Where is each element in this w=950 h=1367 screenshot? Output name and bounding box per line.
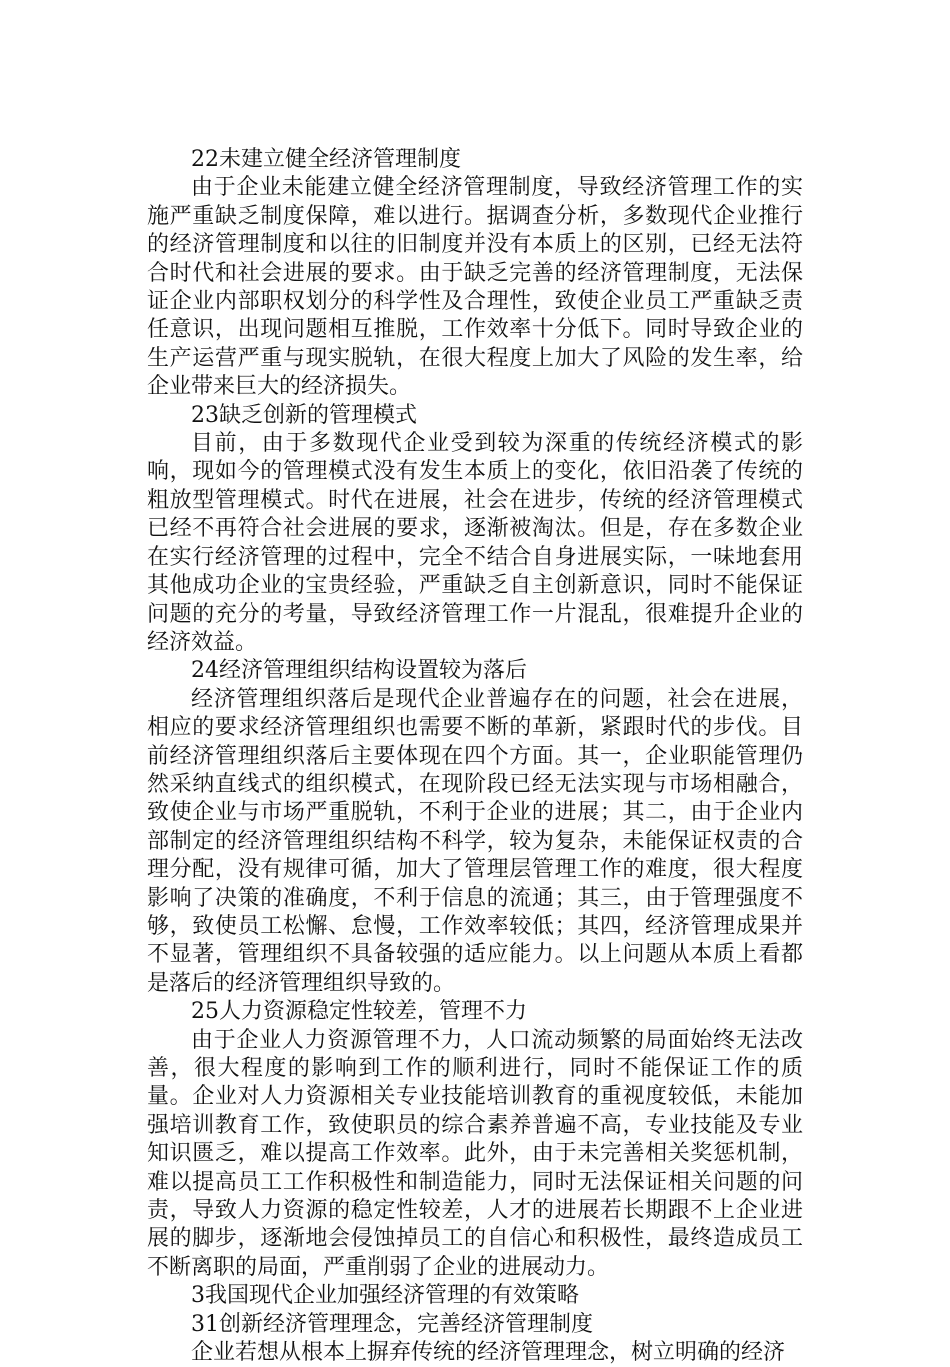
paragraph-2-3: 目前，由于多数现代企业受到较为深重的传统经济模式的影响，现如今的管理模式没有发生本质上的变化，依旧沿袭了传统的粗放型管理模式。时代在进展，社会在进步，传统的经济管理模式已经不再符合社会进展的要求，逐渐被淘汰。但是，存在多数企业在实行经济管理的过程中，完全不结合自身进展实际，一味地套用其他成功企业的宝贵经验，严重缺乏自主创新意识，同时不能保证问题的充分的考量，导致经济管理工作一片混乱，很难提升企业的经济效益。	[147, 431, 803, 655]
section-heading-3-1: 31创新经济管理理念，完善经济管理制度	[191, 1311, 593, 1337]
section-heading-2-5: 25人力资源稳定性较差，管理不力	[191, 999, 527, 1025]
paragraph-2-2: 由于企业未能建立健全经济管理制度，导致经济管理工作的实施严重缺乏制度保障，难以进行。据调查分析，多数现代企业推行的经济管理制度和以往的旧制度并没有本质上的区别，已经无法符合时代和社会进展的要求。由于缺乏完善的经济管理制度，无法保证企业内部职权划分的科学性及合理性，致使企业员工严重缺乏责任意识，出现问题相互推脱，工作效率十分低下。同时导致企业的生产运营严重与现实脱轨，在很大程度上加大了风险的发生率，给企业带来巨大的经济损失。	[147, 175, 803, 400]
paragraph-2-4: 经济管理组织落后是现代企业普遍存在的问题，社会在进展，相应的要求经济管理组织也需要不断的革新，紧跟时代的步伐。目前经济管理组织落后主要体现在四个方面。其一，企业职能管理仍然采纳直线式的组织模式，在现阶段已经无法实现与市场相融合，致使企业与市场严重脱轨，不利于企业的进展；其二，由于企业内部制定的经济管理组织结构不科学，较为复杂，未能保证权责的合理分配，没有规律可循，加大了管理层管理工作的难度，很大程度影响了决策的准确度，不利于信息的流通；其三，由于管理强度不够，致使员工松懈、怠慢，工作效率较低；其四，经济管理成果并不显著，管理组织不具备较强的适应能力。以上问题从本质上看都是落后的经济管理组织导致的。	[147, 686, 803, 996]
document-body	[147, 146, 803, 1367]
paragraph-2-5: 由于企业人力资源管理不力，人口流动频繁的局面始终无法改善，很大程度的影响到工作的顺利进行，同时不能保证工作的质量。企业对人力资源相关专业技能培训教育的重视度较低，未能加强培训教育工作，致使职员的综合素养普遍不高，专业技能及专业知识匮乏，难以提高工作效率。此外，由于未完善相关奖惩机制，难以提高员工工作积极性和制造能力，同时无法保证相关问题的问责，导致人力资源的稳定性较差，人才的进展若长期跟不上企业进展的脚步，逐渐地会侵蚀掉员工的自信心和积极性，最终造成员工不断离职的局面，严重削弱了企业的进展动力。	[147, 1027, 803, 1280]
section-heading-2-3: 23缺乏创新的管理模式	[191, 402, 417, 428]
section-heading-2-4: 24经济管理组织结构设置较为落后	[191, 658, 527, 684]
section-heading-2-2: 22未建立健全经济管理制度	[191, 147, 461, 172]
paragraph-3-1: 企业若想从根本上摒弃传统的经济管理理念，树立明确的经济	[191, 1340, 786, 1366]
section-heading-3: 3我国现代企业加强经济管理的有效策略	[191, 1283, 579, 1309]
